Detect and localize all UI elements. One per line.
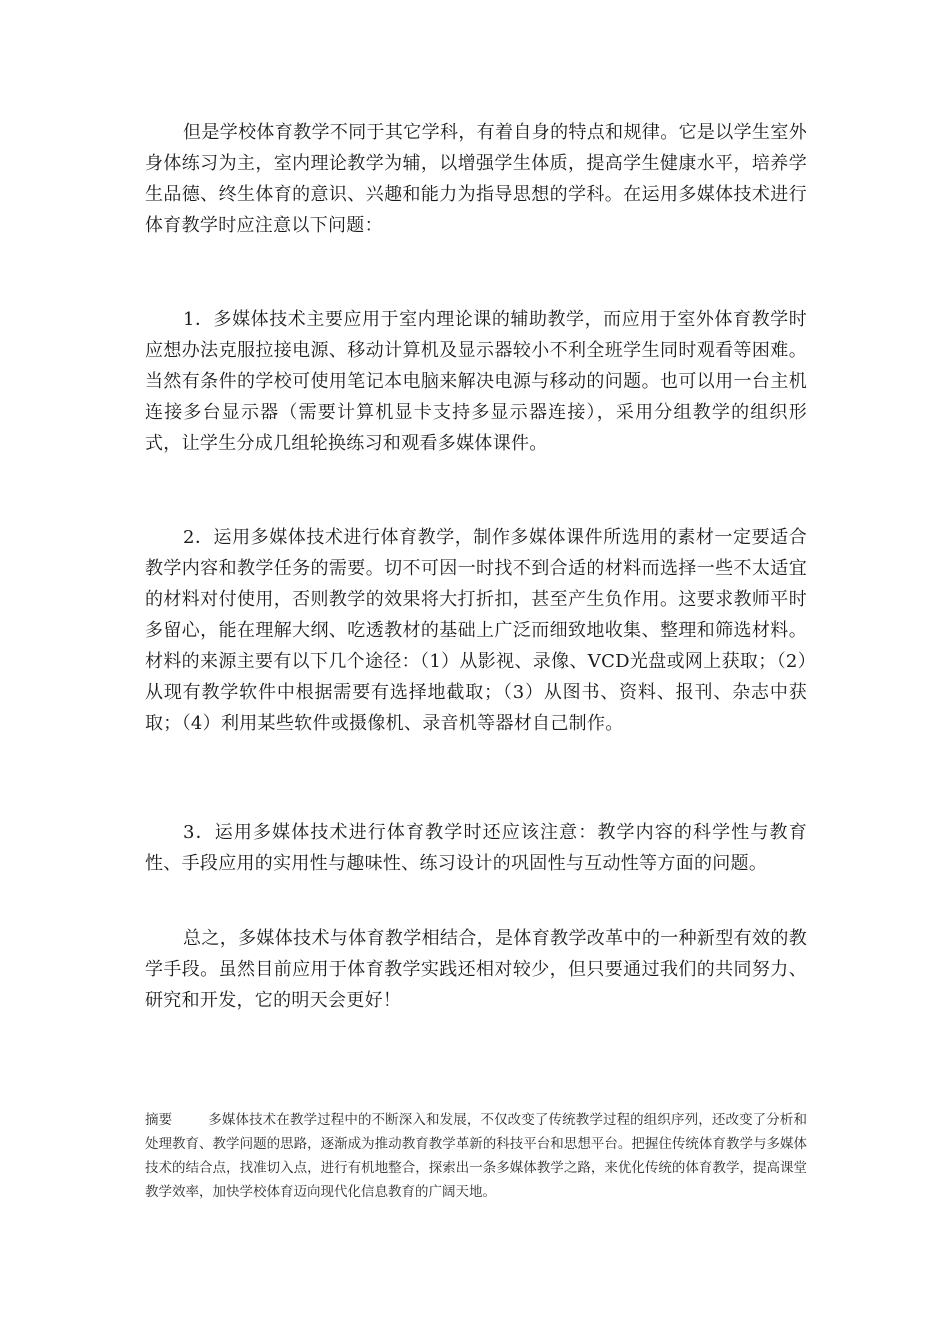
- abstract-text: 多媒体技术在教学过程中的不断深入和发展，不仅改变了传统教学过程的组织序列，还改变了分析和处理教育、教学问题的思路，逐渐成为推动教育教学革新的科技平台和思想平台。把握住传统体育教学与多媒体技术的结合点，找准切入点，进行有机地整合，探索出一条多媒体教学之路，来优化传统的体育教学，提高课堂教学效率，加快学校体育迈向现代化信息教育的广阔天地。: [145, 1112, 808, 1200]
- abstract-label: 摘要: [145, 1112, 173, 1128]
- abstract: [145, 1108, 807, 1204]
- body-paragraph-1: 但是学校体育教学不同于其它学科，有着自身的特点和规律。它是以学生室外身体练习为主，室内理论教学为辅，以增强学生体质，提高学生健康水平，培养学生品德、终生体育的意识、兴趣和能力为指导思想的学科。在运用多媒体技术进行体育教学时应注意以下问题：: [145, 122, 807, 236]
- body-paragraph-5: 总之，多媒体技术与体育教学相结合，是体育教学改革中的一种新型有效的教学手段。虽然目前应用于体育教学实践还相对较少，但只要通过我们的共同努力、研究和开发，它的明天会更好！: [145, 928, 807, 1011]
- body-paragraph-3: 2．运用多媒体技术进行体育教学，制作多媒体课件所选用的素材一定要适合教学内容和教学任务的需要。切不可因一时找不到合适的材料而选择一些不太适宜的材料对付使用，否则教学的效果将大打折扣，甚至产生负作用。这要求教师平时多留心，能在理解大纲、吃透教材的基础上广泛而细致地收集、整理和筛选材料。材料的来源主要有以下几个途径：（1）从影视、录像、VCD光盘或网上获取；（2）从现有教学软件中根据需要有选择地截取；（3）从图书、资料、报刊、杂志中获取；（4）利用某些软件或摄像机、录音机等器材自己制作。: [145, 527, 807, 734]
- body-paragraph-4: 3．运用多媒体技术进行体育教学时还应该注意：教学内容的科学性与教育性、手段应用的实用性与趣味性、练习设计的巩固性与互动性等方面的问题。: [145, 822, 807, 874]
- body-paragraph-2: 1．多媒体技术主要应用于室内理论课的辅助教学，而应用于室外体育教学时应想办法克服拉接电源、移动计算机及显示器较小不利全班学生同时观看等困难。当然有条件的学校可使用笔记本电脑来解决电源与移动的问题。也可以用一台主机连接多台显示器（需要计算机显卡支持多显示器连接），采用分组教学的组织形式，让学生分成几组轮换练习和观看多媒体课件。: [145, 309, 807, 454]
